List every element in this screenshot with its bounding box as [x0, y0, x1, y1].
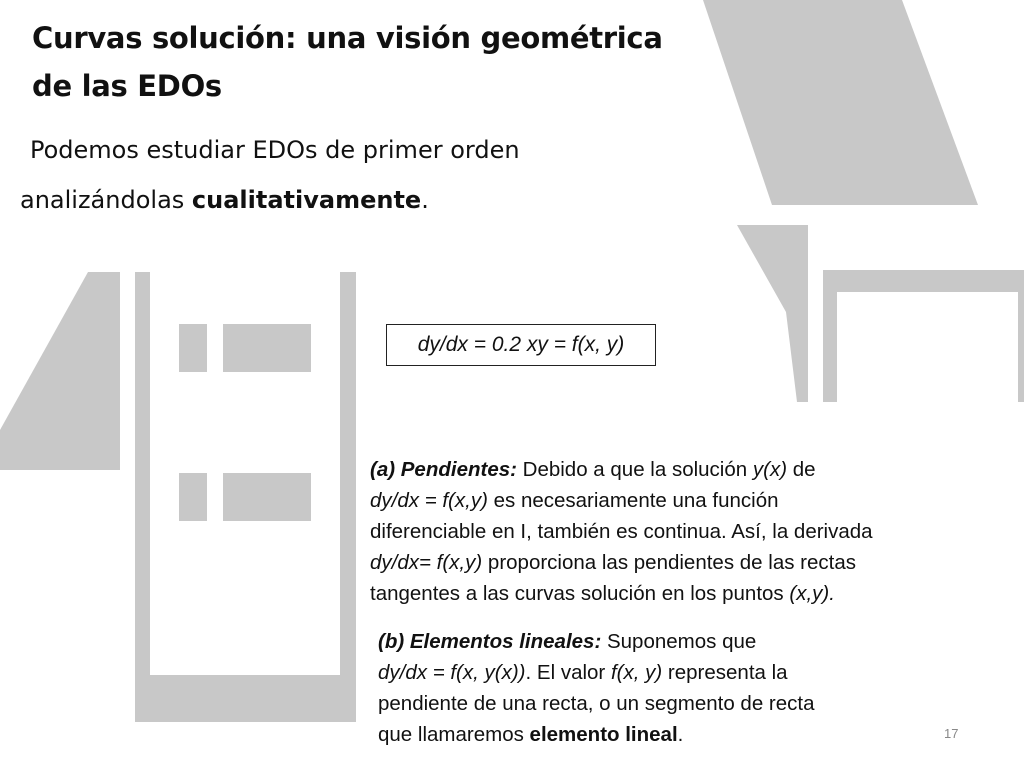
- intro-line-2-prefix: analizándolas: [20, 186, 192, 214]
- para-a-label: (a) Pendientes:: [370, 458, 517, 481]
- slide-title-line2: de las EDOs: [32, 69, 222, 103]
- para-b-italic-1: dy/dx = f(x, y(x)): [378, 661, 526, 684]
- para-a-line-3: diferenciable en I, también es continua. Así, la derivada: [370, 520, 873, 543]
- deco-block-1: [179, 324, 207, 372]
- slide-title: [32, 14, 692, 110]
- intro-line-2-bold: cualitativamente: [191, 186, 422, 214]
- equation-box: [386, 324, 656, 366]
- para-b-text-2: . El valor: [525, 661, 611, 684]
- para-b-text-3: representa la: [662, 661, 788, 684]
- para-a-text-3: es necesariamente una función: [487, 489, 779, 512]
- para-b-line-4: [378, 719, 978, 750]
- para-b-line-1: [378, 626, 978, 657]
- para-a-text-1: Debido a que la solución: [516, 458, 753, 481]
- para-a-italic-3: dy/dx= f(x,y): [370, 551, 483, 574]
- para-b-line-2: [378, 657, 978, 688]
- para-b-line-3: pendiente de una recta, o un segmento de recta: [378, 692, 815, 715]
- deco-block-2: [223, 324, 311, 372]
- paragraph-slopes: [370, 454, 990, 609]
- page-number: 17: [944, 726, 959, 741]
- deco-top-band: [703, 0, 978, 205]
- para-a-text-5: proporciona las pendientes de las rectas: [482, 551, 857, 574]
- deco-left-slant: [0, 272, 120, 470]
- para-a-text-2: de: [787, 458, 816, 481]
- para-a-text-6: tangentes a las curvas solución en los puntos: [370, 582, 790, 605]
- intro-line-2-suffix: .: [421, 186, 429, 214]
- para-a-line-1: [370, 454, 990, 485]
- para-b-bold-1: elemento lineal: [529, 723, 678, 746]
- intro-line-2: [20, 186, 429, 214]
- para-a-line-5: [370, 578, 990, 609]
- equation-text: dy/dx = 0.2 xy = f(x, y): [417, 333, 625, 356]
- deco-right-bar: [1018, 270, 1024, 402]
- para-a-italic-2: dy/dx = f(x,y): [370, 489, 488, 512]
- deco-block-3: [179, 473, 207, 521]
- para-b-label: (b) Elementos lineales:: [378, 630, 602, 653]
- para-a-line-2: [370, 485, 990, 516]
- deco-right-block: [737, 225, 808, 402]
- para-a-line-4: [370, 547, 990, 578]
- intro-line-1: Podemos estudiar EDOs de primer orden: [30, 136, 520, 164]
- para-a-italic-1: y(x): [752, 458, 788, 481]
- para-b-text-1: Suponemos que: [601, 630, 757, 653]
- paragraph-line-elements: [378, 626, 978, 750]
- deco-block-4: [223, 473, 311, 521]
- deco-right-bracket: [823, 270, 1024, 402]
- para-b-italic-2: f(x, y): [610, 661, 663, 684]
- para-a-italic-4: (x,y).: [789, 582, 835, 605]
- para-b-text-5: que llamaremos: [378, 723, 530, 746]
- para-b-text-6: .: [677, 723, 684, 746]
- slide-title-line1: Curvas solución: una visión geométrica: [32, 21, 663, 55]
